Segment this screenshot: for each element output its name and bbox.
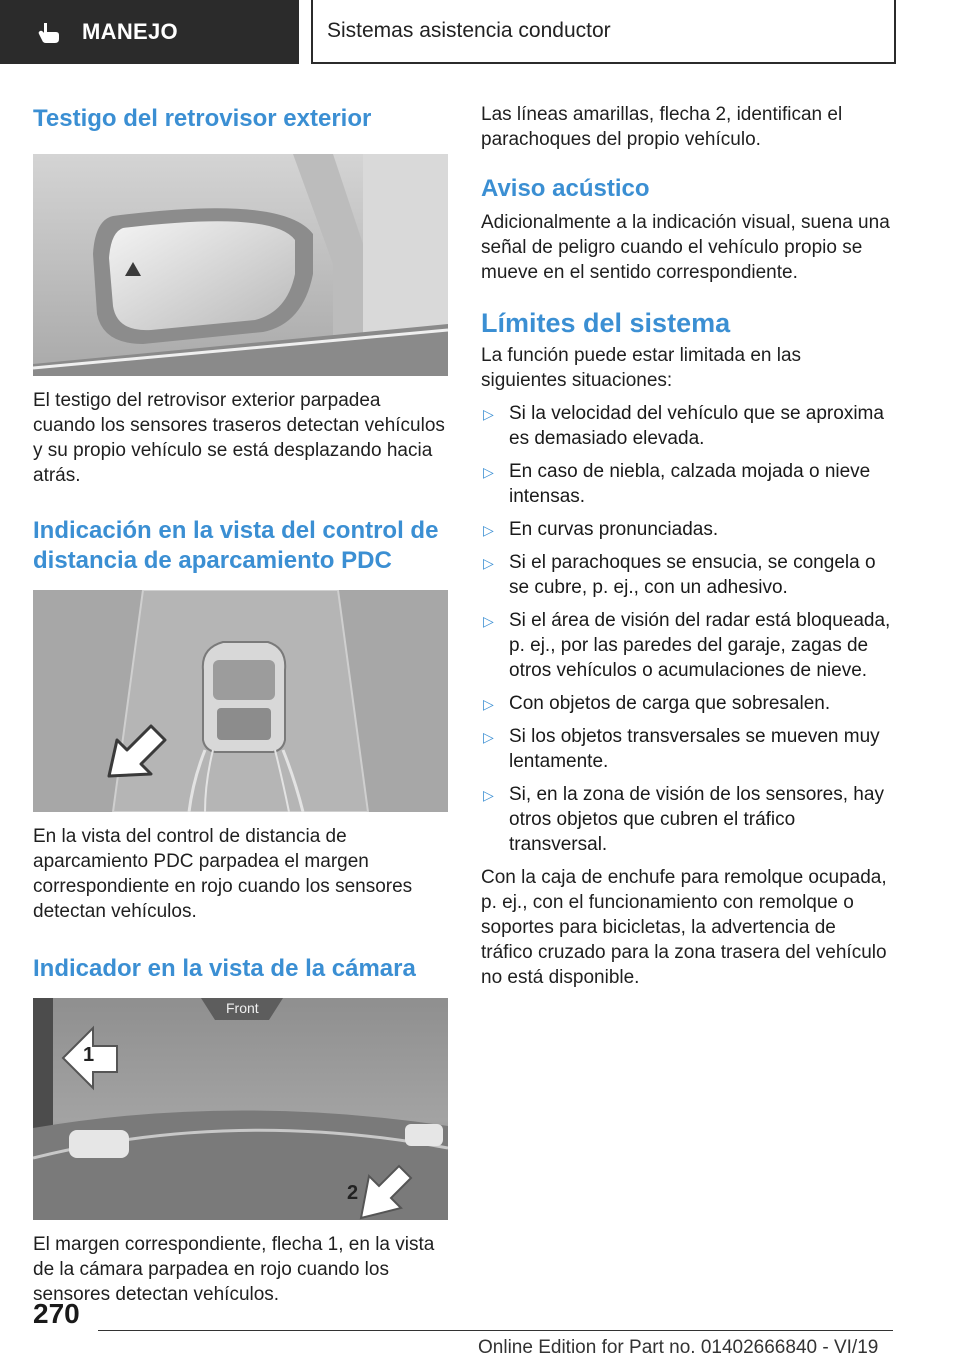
paragraph-pdc-view: En la vista del control de distancia de aparcamiento PDC parpadea el margen correspondiente en rojo cuando los sensores detectan vehículos.	[33, 826, 413, 922]
triangle-right-icon: ▷	[483, 522, 494, 538]
header-chapter-box	[311, 0, 896, 64]
left-column	[33, 96, 448, 1307]
triangle-right-icon: ▷	[483, 787, 494, 803]
triangle-right-icon: ▷	[483, 729, 494, 745]
triangle-right-icon: ▷	[483, 406, 494, 422]
camera-front-label: Front	[226, 1000, 259, 1016]
footer-divider	[98, 1330, 893, 1331]
paragraph-yellow-lines: Las líneas amarillas, flecha 2, identifican el parachoques del propio vehículo.	[481, 104, 843, 150]
camera-view-illustration	[33, 998, 448, 1220]
header-section-tab	[0, 0, 299, 64]
list-item: ▷ Si el parachoques se ensucia, se congela o se cubre, p. ej., con un adhesivo.	[483, 552, 876, 598]
list-item: ▷ Si, en la zona de visión de los sensores, hay otros objetos que cubren el tráfico transversal.	[483, 784, 884, 855]
heading-acoustic-warning: Aviso acústico	[481, 175, 650, 202]
mirror-indicator-illustration	[33, 154, 448, 376]
limits-list	[481, 401, 891, 857]
triangle-right-icon: ▷	[483, 696, 494, 712]
triangle-right-icon: ▷	[483, 613, 494, 629]
pdc-view-illustration	[33, 590, 448, 812]
list-item: ▷ Si el área de visión del radar está bloqueada, p. ej., por las paredes del garaje, zagas de otros vehículos o acumulaciones de nieve.	[483, 610, 891, 681]
camera-arrow-2-label: 2	[347, 1182, 359, 1204]
paragraph-camera-view: El margen correspondiente, flecha 1, en la vista de la cámara parpadea en rojo cuando los sensores detectan vehículos.	[33, 1234, 435, 1305]
heading-mirror-indicator: Testigo del retrovisor exterior	[33, 105, 372, 132]
triangle-right-icon: ▷	[483, 555, 494, 571]
heading-pdc-view: Indicación en la vista del control de distancia de aparcamiento PDC	[33, 517, 439, 574]
camera-arrow-1-label: 1	[83, 1044, 95, 1066]
header-chapter-title: Sistemas asistencia conductor	[327, 19, 611, 42]
triangle-right-icon: ▷	[483, 464, 494, 480]
list-item: ▷ En caso de niebla, calzada mojada o nieve intensas.	[483, 461, 871, 507]
page-number: 270	[33, 1298, 80, 1329]
right-column	[481, 96, 891, 990]
paragraph-acoustic-warning: Adicionalmente a la indicación visual, suena una señal de peligro cuando el vehículo propio se mueve en el sentido correspondiente.	[481, 212, 890, 283]
heading-camera-view: Indicador en la vista de la cámara	[33, 955, 416, 982]
paragraph-limits-intro: La función puede estar limitada en las siguientes situaciones:	[481, 345, 802, 391]
list-item: ▷ En curvas pronunciadas.	[481, 517, 891, 542]
paragraph-trailer-socket: Con la caja de enchufe para remolque ocupada, p. ej., con el funcionamiento con remolque o soportes para bicicletas, la advertencia de tráfico cruzado para la zona trasera del vehículo no está disponible.	[481, 867, 887, 988]
paragraph-mirror-indicator: El testigo del retrovisor exterior parpadea cuando los sensores traseros detectan vehículos y su propio vehículo se está desplazando hacia atrás.	[33, 390, 445, 486]
list-item: ▷ Si los objetos transversales se mueven muy lentamente.	[483, 726, 880, 772]
header-section-title: MANEJO	[82, 19, 178, 44]
list-item: ▷ Si la velocidad del vehículo que se aproxima es demasiado elevada.	[483, 403, 884, 449]
heading-system-limits: Límites del sistema	[481, 308, 731, 338]
footer-edition: Online Edition for Part no. 01402666840 - VI/19	[478, 1337, 879, 1358]
steering-hand-icon	[36, 19, 62, 45]
list-item: ▷ Con objetos de carga que sobresalen.	[481, 691, 891, 716]
